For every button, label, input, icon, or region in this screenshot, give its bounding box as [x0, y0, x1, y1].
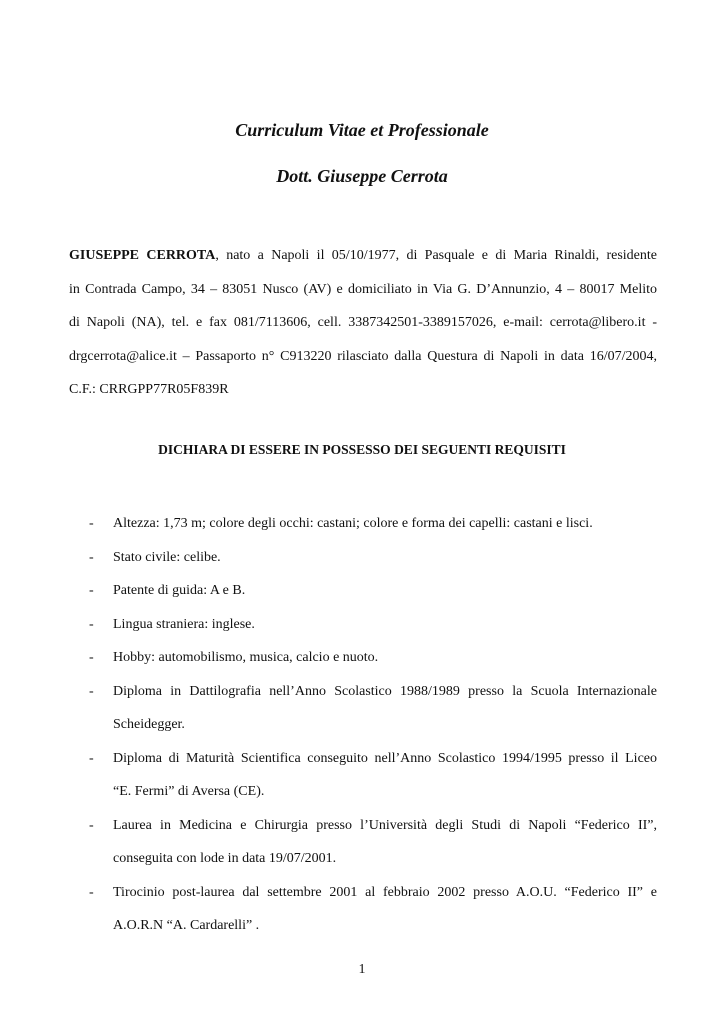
requirement-text	[113, 641, 657, 675]
bullet-dash: -	[89, 817, 94, 833]
requirement-line: Stato civile: celibe.	[113, 549, 221, 565]
requirement-text	[113, 809, 657, 876]
bullet-dash: -	[89, 616, 94, 632]
intro-line: C.F.: CRRGPP77R05F839R	[69, 382, 229, 397]
requirement-text	[113, 507, 657, 541]
bullet-dash: -	[89, 549, 94, 565]
requirement-line: Tirocinio post-laurea dal settembre 2001 al febbraio 2002 presso A.O.U. “Federico II” e	[113, 884, 657, 900]
intro-paragraph	[69, 239, 657, 407]
requirement-line: Altezza: 1,73 m; colore degli occhi: castani; colore e forma dei capelli: castani e lisci.	[113, 516, 593, 531]
requirement-line: Lingua straniera: inglese.	[113, 616, 255, 632]
bullet-dash: -	[89, 750, 94, 766]
intro-line: GIUSEPPE CERROTA, nato a Napoli il 05/10/1977, di Pasquale e di Maria Rinaldi, residente	[69, 248, 658, 263]
document-title: Curriculum Vitae et Professionale	[235, 120, 489, 140]
requirement-text	[113, 742, 657, 809]
requirement-line: Scheidegger.	[113, 717, 185, 732]
requirement-line: Patente di guida: A e B.	[113, 583, 246, 598]
section-heading: DICHIARA DI ESSERE IN POSSESSO DEI SEGUENTI REQUISITI	[158, 442, 566, 457]
bullet-dash: -	[89, 583, 94, 598]
person-name: GIUSEPPE CERROTA	[69, 248, 216, 263]
page-number: 1	[358, 962, 366, 977]
requirement-line: Laurea in Medicina e Chirurgia presso l’Università degli Studi di Napoli “Federico II”,	[113, 817, 657, 833]
requirement-text	[113, 876, 657, 943]
requirement-line: Diploma in Dattilografia nell’Anno Scolastico 1988/1989 presso la Scuola Internazionale	[113, 683, 657, 699]
bullet-dash: -	[89, 516, 94, 531]
requirement-text	[113, 675, 657, 742]
requirement-text	[113, 541, 657, 575]
requirement-line: Hobby: automobilismo, musica, calcio e nuoto.	[113, 650, 379, 665]
requirement-line: A.O.R.N “A. Cardarelli” .	[113, 918, 260, 933]
intro-line: di Napoli (NA), tel. e fax 081/7113606, cell. 3387342501-3389157026, e-mail: cerrota@libero.it -	[69, 315, 657, 330]
bullet-dash: -	[89, 683, 94, 699]
document-subtitle: Dott. Giuseppe Cerrota	[276, 166, 448, 186]
requirement-line: “E. Fermi” di Aversa (CE).	[113, 784, 265, 799]
bullet-dash: -	[89, 650, 94, 665]
requirement-line: Diploma di Maturità Scientifica conseguito nell’Anno Scolastico 1994/1995 presso il Liceo	[113, 750, 657, 766]
requirement-text	[113, 608, 657, 642]
intro-line: in Contrada Campo, 34 – 83051 Nusco (AV) e domiciliato in Via G. D’Annunzio, 4 – 80017 Melito	[69, 281, 657, 297]
intro-line: drgcerrota@alice.it – Passaporto n° C913220 rilasciato dalla Questura di Napoli in data 16/07/2004,	[69, 348, 657, 364]
requirement-text	[113, 574, 657, 608]
requirement-line: conseguita con lode in data 19/07/2001.	[113, 851, 337, 866]
bullet-dash: -	[89, 884, 94, 900]
